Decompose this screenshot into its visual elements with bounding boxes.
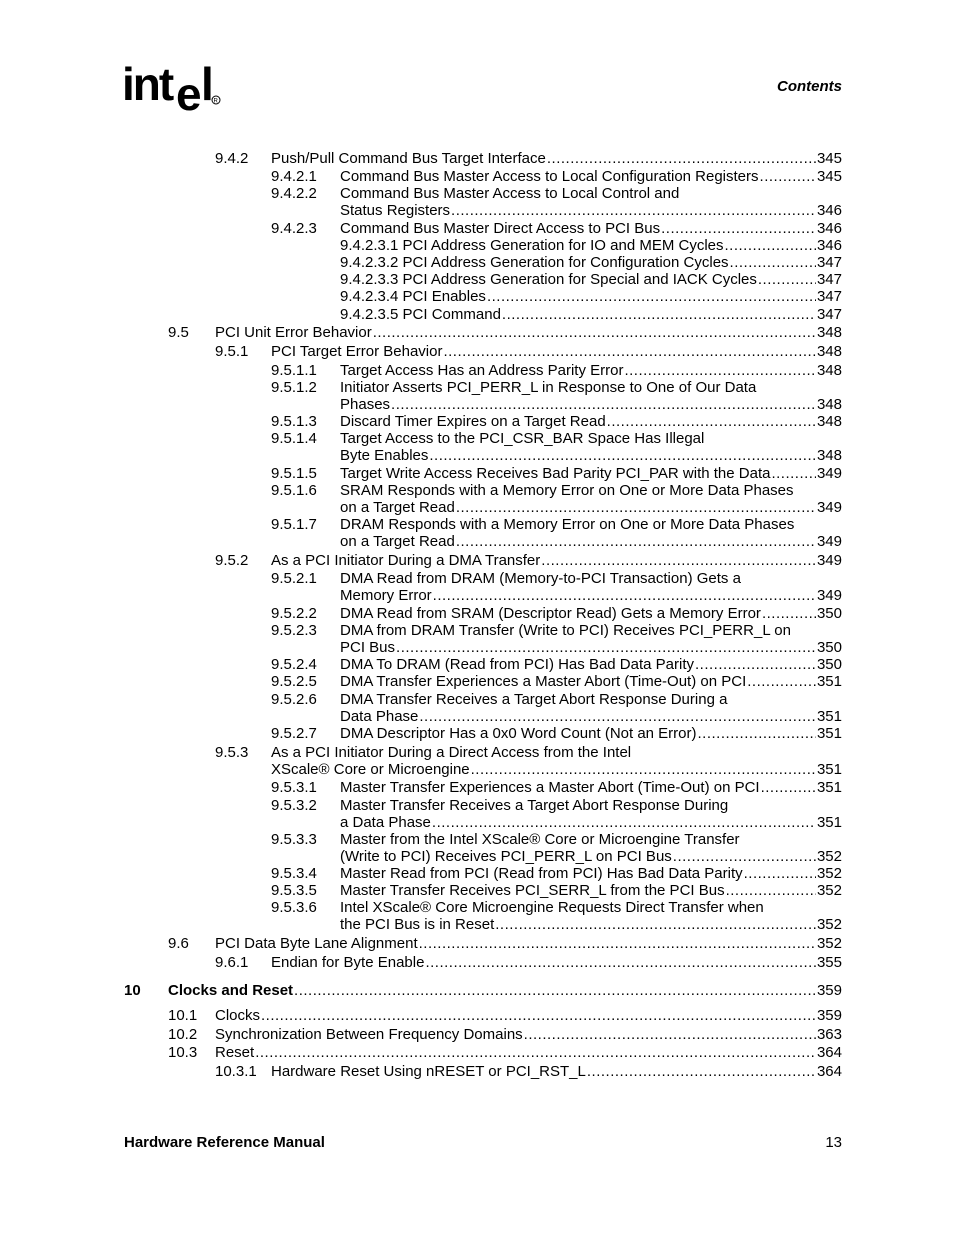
toc-entry-number: 10.1	[168, 1007, 198, 1024]
toc-dot-leader	[747, 673, 816, 690]
toc-entry-line[interactable]	[340, 271, 842, 288]
toc-entry-line[interactable]	[340, 516, 794, 533]
toc-entry-title: Command Bus Master Access to Local Configuration Registers	[340, 168, 759, 185]
toc-page-number: 349	[816, 465, 842, 482]
toc-entry-number: 9.5.1	[215, 343, 249, 360]
toc-page-number: 349	[816, 533, 842, 550]
toc-entry-line[interactable]	[271, 954, 842, 971]
toc-entry-title: on a Target Read	[340, 533, 455, 550]
toc-dot-leader	[673, 848, 816, 865]
toc-dot-leader	[725, 237, 816, 254]
toc-entry-number: 9.5.3	[215, 744, 249, 761]
toc-entry-line[interactable]	[340, 430, 704, 447]
toc-entry-number: 9.6	[168, 935, 189, 952]
toc-entry-title: Phases	[340, 396, 391, 413]
toc-entry-title: Master from the Intel XScale® Core or Microengine Transfer	[340, 831, 740, 848]
toc-dot-leader	[760, 168, 816, 185]
toc-dot-leader	[261, 1007, 816, 1024]
toc-page-number: 350	[816, 639, 842, 656]
toc-entry-title: Master Read from PCI (Read from PCI) Has Bad Data Parity	[340, 865, 743, 882]
toc-page-number: 364	[816, 1044, 842, 1061]
toc-page-number: 347	[816, 271, 842, 288]
toc-entry-line[interactable]	[340, 656, 842, 673]
toc-page-number: 351	[816, 673, 842, 690]
toc-entry-number: 9.5.1.1	[271, 362, 317, 379]
toc-page-number: 349	[816, 587, 842, 604]
toc-entry-number: 9.5.3.6	[271, 899, 317, 916]
toc-entry-line[interactable]	[168, 982, 842, 999]
toc-dot-leader	[487, 288, 816, 305]
toc-entry-title: on a Target Read	[340, 499, 455, 516]
toc-entry-title: SRAM Responds with a Memory Error on One or More Data Phases	[340, 482, 794, 499]
toc-entry-title: DMA To DRAM (Read from PCI) Has Bad Data Parity	[340, 656, 694, 673]
toc-entry-line[interactable]	[271, 150, 842, 167]
toc-page-number: 348	[816, 413, 842, 430]
toc-entry-title: Synchronization Between Frequency Domains	[215, 1026, 523, 1043]
toc-page-number: 352	[816, 865, 842, 882]
toc-dot-leader	[524, 1026, 816, 1043]
toc-dot-leader	[607, 413, 816, 430]
toc-dot-leader	[541, 552, 816, 569]
toc-entry-title: DMA Read from SRAM (Descriptor Read) Gets a Memory Error	[340, 605, 761, 622]
toc-entry-number: 9.5.1.7	[271, 516, 317, 533]
toc-page-number: 351	[816, 814, 842, 831]
toc-entry-title: Push/Pull Command Bus Target Interface	[271, 150, 546, 167]
toc-entry-title: DMA from DRAM Transfer (Write to PCI) Receives PCI_PERR_L on	[340, 622, 791, 639]
toc-entry-title: Intel XScale® Core Microengine Requests Direct Transfer when	[340, 899, 764, 916]
toc-entry-title: Clocks and Reset	[168, 982, 294, 999]
toc-entry-line[interactable]	[340, 482, 794, 499]
toc-page-number: 346	[816, 202, 842, 219]
toc-page-number: 349	[816, 552, 842, 569]
toc-entry-line[interactable]	[340, 168, 842, 185]
toc-dot-leader	[443, 343, 816, 360]
toc-dot-leader	[373, 324, 816, 341]
toc-page-number: 347	[816, 288, 842, 305]
toc-entry-line[interactable]	[340, 708, 842, 725]
toc-dot-leader	[730, 254, 816, 271]
toc-page-number: 350	[816, 656, 842, 673]
toc-page-number: 352	[816, 882, 842, 899]
svg-text:l: l	[201, 58, 214, 110]
toc-dot-leader	[456, 533, 816, 550]
toc-entry-line[interactable]	[340, 899, 764, 916]
toc-entry-number: 9.4.2.2	[271, 185, 317, 202]
toc-entry-title: the PCI Bus is in Reset	[340, 916, 495, 933]
toc-entry-title: Target Write Access Receives Bad Parity PCI_PAR with the Data	[340, 465, 771, 482]
toc-entry-title: 9.4.2.3.1 PCI Address Generation for IO and MEM Cycles	[340, 237, 724, 254]
toc-dot-leader	[456, 499, 816, 516]
toc-entry-title: PCI Bus	[340, 639, 396, 656]
toc-entry-line[interactable]	[271, 744, 631, 761]
toc-entry-line[interactable]	[340, 465, 842, 482]
toc-entry-line[interactable]	[340, 185, 679, 202]
toc-entry-number: 9.5.2.1	[271, 570, 317, 587]
svg-text:R: R	[213, 98, 218, 105]
toc-entry-title: DMA Read from DRAM (Memory-to-PCI Transaction) Gets a	[340, 570, 741, 587]
toc-entry-number: 9.6.1	[215, 954, 249, 971]
toc-dot-leader	[429, 447, 816, 464]
toc-entry-line[interactable]	[340, 447, 842, 464]
toc-page-number: 348	[816, 362, 842, 379]
toc-entry-title: Data Phase	[340, 708, 419, 725]
toc-entry-line[interactable]	[340, 865, 842, 882]
toc-entry-number: 10	[124, 982, 141, 999]
toc-entry-title: 9.4.2.3.5 PCI Command	[340, 306, 501, 323]
toc-page-number: 351	[816, 725, 842, 742]
toc-page-number: 352	[816, 935, 842, 952]
toc-entry-title: Target Access Has an Address Parity Error	[340, 362, 624, 379]
toc-entry-number: 10.3	[168, 1044, 198, 1061]
toc-dot-leader	[294, 982, 816, 999]
toc-entry-title: PCI Data Byte Lane Alignment	[215, 935, 418, 952]
toc-entry-number: 9.5.3.5	[271, 882, 317, 899]
toc-dot-leader	[587, 1063, 816, 1080]
toc-entry-line[interactable]	[340, 362, 842, 379]
toc-entry-line[interactable]	[340, 533, 842, 550]
toc-dot-leader	[396, 639, 816, 656]
toc-entry-title: a Data Phase	[340, 814, 431, 831]
toc-page-number: 346	[816, 237, 842, 254]
toc-entry-title: Master Transfer Receives a Target Abort Response During	[340, 797, 729, 814]
toc-dot-leader	[495, 916, 816, 933]
toc-entry-number: 9.5.1.5	[271, 465, 317, 482]
toc-entry-title: Status Registers	[340, 202, 451, 219]
svg-text:e: e	[176, 68, 202, 118]
toc-entry-line[interactable]	[271, 552, 842, 569]
toc-dot-leader	[255, 1044, 816, 1061]
toc-dot-leader	[419, 935, 816, 952]
toc-entry-line[interactable]	[340, 831, 740, 848]
toc-entry-line[interactable]	[340, 779, 842, 796]
toc-entry-line[interactable]	[340, 570, 741, 587]
toc-page-number: 345	[816, 150, 842, 167]
toc-entry-line[interactable]	[271, 343, 842, 360]
toc-entry-line[interactable]	[340, 202, 842, 219]
toc-dot-leader	[432, 814, 816, 831]
toc-entry-number: 10.3.1	[215, 1063, 257, 1080]
toc-entry-line[interactable]	[340, 288, 842, 305]
toc-entry-number: 10.2	[168, 1026, 198, 1043]
toc-entry-number: 9.5.2.3	[271, 622, 317, 639]
toc-dot-leader	[419, 708, 816, 725]
toc-page-number: 355	[816, 954, 842, 971]
toc-entry-line[interactable]	[215, 935, 842, 952]
toc-entry-line[interactable]	[340, 499, 842, 516]
toc-dot-leader	[761, 779, 816, 796]
toc-entry-number: 9.5.2.6	[271, 691, 317, 708]
toc-page-number: 351	[816, 761, 842, 778]
toc-entry-line[interactable]	[340, 622, 791, 639]
toc-entry-line[interactable]	[340, 396, 842, 413]
toc-entry-number: 9.5.3.3	[271, 831, 317, 848]
toc-dot-leader	[451, 202, 816, 219]
toc-entry-title: Initiator Asserts PCI_PERR_L in Response to One of Our Data	[340, 379, 757, 396]
toc-page-number: 348	[816, 324, 842, 341]
toc-entry-title: 9.4.2.3.3 PCI Address Generation for Special and IACK Cycles	[340, 271, 757, 288]
toc-entry-line[interactable]	[340, 814, 842, 831]
toc-entry-title: 9.4.2.3.2 PCI Address Generation for Configuration Cycles	[340, 254, 729, 271]
toc-entry-number: 9.5.1.6	[271, 482, 317, 499]
toc-entry-line[interactable]	[215, 1007, 842, 1024]
toc-dot-leader	[695, 656, 816, 673]
toc-entry-line[interactable]	[340, 673, 842, 690]
toc-page-number: 350	[816, 605, 842, 622]
toc-entry-title: Target Access to the PCI_CSR_BAR Space Has Illegal	[340, 430, 705, 447]
toc-entry-line[interactable]	[340, 725, 842, 742]
toc-entry-title: Clocks	[215, 1007, 261, 1024]
toc-dot-leader	[433, 587, 816, 604]
toc-entry-number: 9.4.2	[215, 150, 249, 167]
toc-entry-number: 9.5	[168, 324, 189, 341]
toc-page-number: 348	[816, 396, 842, 413]
toc-entry-line[interactable]	[340, 220, 842, 237]
toc-page-number: 364	[816, 1063, 842, 1080]
footer-manual-title: Hardware Reference Manual	[124, 1134, 325, 1151]
toc-page-number: 363	[816, 1026, 842, 1043]
toc-entry-line[interactable]	[340, 605, 842, 622]
toc-entry-title: Command Bus Master Direct Access to PCI Bus	[340, 220, 661, 237]
toc-dot-leader	[758, 271, 816, 288]
toc-dot-leader	[425, 954, 816, 971]
toc-dot-leader	[391, 396, 816, 413]
toc-entry-line[interactable]	[340, 379, 756, 396]
toc-dot-leader	[661, 220, 816, 237]
toc-entry-line[interactable]	[215, 324, 842, 341]
toc-entry-title: XScale® Core or Microengine	[271, 761, 470, 778]
toc-entry-title: DMA Transfer Experiences a Master Abort (Time-Out) on PCI	[340, 673, 747, 690]
toc-page-number: 352	[816, 848, 842, 865]
toc-page-number: 347	[816, 254, 842, 271]
toc-entry-number: 9.5.1.4	[271, 430, 317, 447]
toc-entry-title: Reset	[215, 1044, 255, 1061]
toc-page-number: 352	[816, 916, 842, 933]
toc-dot-leader	[771, 465, 816, 482]
toc-dot-leader	[624, 362, 816, 379]
toc-entry-line[interactable]	[340, 797, 728, 814]
toc-entry-title: Master Transfer Receives PCI_SERR_L from the PCI Bus	[340, 882, 725, 899]
toc-entry-line[interactable]	[340, 413, 842, 430]
toc-dot-leader	[726, 882, 816, 899]
toc-entry-number: 9.5.3.1	[271, 779, 317, 796]
toc-entry-line[interactable]	[340, 639, 842, 656]
toc-entry-line[interactable]	[340, 587, 842, 604]
toc-entry-line[interactable]	[340, 848, 842, 865]
toc-entry-title: Hardware Reset Using nRESET or PCI_RST_L	[271, 1063, 586, 1080]
toc-entry-number: 9.5.1.2	[271, 379, 317, 396]
toc-entry-title: Command Bus Master Access to Local Control and	[340, 185, 680, 202]
footer-page-number: 13	[825, 1134, 842, 1151]
toc-entry-number: 9.4.2.3	[271, 220, 317, 237]
toc-entry-line[interactable]	[340, 254, 842, 271]
toc-entry-number: 9.5.1.3	[271, 413, 317, 430]
toc-entry-title: Byte Enables	[340, 447, 429, 464]
toc-page-number: 346	[816, 220, 842, 237]
toc-entry-title: Master Transfer Experiences a Master Abort (Time-Out) on PCI	[340, 779, 760, 796]
toc-dot-leader	[502, 306, 816, 323]
toc-entry-line[interactable]	[271, 1063, 842, 1080]
toc-entry-line[interactable]	[340, 237, 842, 254]
toc-entry-title: Discard Timer Expires on a Target Read	[340, 413, 606, 430]
toc-page-number: 349	[816, 499, 842, 516]
toc-page-number: 351	[816, 779, 842, 796]
toc-entry-number: 9.4.2.1	[271, 168, 317, 185]
toc-entry-title: As a PCI Initiator During a Direct Access from the Intel	[271, 744, 632, 761]
toc-entry-line[interactable]	[340, 882, 842, 899]
toc-page-number: 348	[816, 447, 842, 464]
toc-entry-title: Endian for Byte Enable	[271, 954, 425, 971]
toc-page-number: 347	[816, 306, 842, 323]
toc-entry-line[interactable]	[340, 691, 727, 708]
toc-entry-title: Memory Error	[340, 587, 432, 604]
toc-entry-number: 9.5.2	[215, 552, 249, 569]
toc-entry-title: DMA Descriptor Has a 0x0 Word Count (Not an Error)	[340, 725, 697, 742]
toc-entry-number: 9.5.2.5	[271, 673, 317, 690]
toc-entry-title: (Write to PCI) Receives PCI_PERR_L on PCI Bus	[340, 848, 672, 865]
toc-entry-title: 9.4.2.3.4 PCI Enables	[340, 288, 486, 305]
toc-dot-leader	[471, 761, 816, 778]
toc-entry-number: 9.5.3.2	[271, 797, 317, 814]
toc-entry-title: PCI Target Error Behavior	[271, 343, 443, 360]
toc-dot-leader	[762, 605, 816, 622]
toc-entry-line[interactable]	[271, 761, 842, 778]
toc-entry-line[interactable]	[340, 916, 842, 933]
toc-entry-title: DMA Transfer Receives a Target Abort Response During a	[340, 691, 728, 708]
toc-entry-number: 9.5.2.2	[271, 605, 317, 622]
toc-page-number: 348	[816, 343, 842, 360]
toc-entry-title: As a PCI Initiator During a DMA Transfer	[271, 552, 541, 569]
toc-page-number: 345	[816, 168, 842, 185]
toc-entry-number: 9.5.2.7	[271, 725, 317, 742]
toc-page-number: 359	[816, 982, 842, 999]
toc-page-number: 359	[816, 1007, 842, 1024]
toc-entry-title: DRAM Responds with a Memory Error on One or More Data Phases	[340, 516, 795, 533]
toc-page-number: 351	[816, 708, 842, 725]
toc-entry-line[interactable]	[340, 306, 842, 323]
toc-dot-leader	[744, 865, 816, 882]
toc-entry-number: 9.5.3.4	[271, 865, 317, 882]
toc-dot-leader	[698, 725, 816, 742]
toc-entry-title: PCI Unit Error Behavior	[215, 324, 372, 341]
page-header-section: Contents	[777, 78, 842, 95]
svg-text:int: int	[122, 58, 173, 110]
toc-entry-number: 9.5.2.4	[271, 656, 317, 673]
toc-entry-line[interactable]	[215, 1026, 842, 1043]
toc-entry-line[interactable]	[215, 1044, 842, 1061]
toc-dot-leader	[547, 150, 816, 167]
